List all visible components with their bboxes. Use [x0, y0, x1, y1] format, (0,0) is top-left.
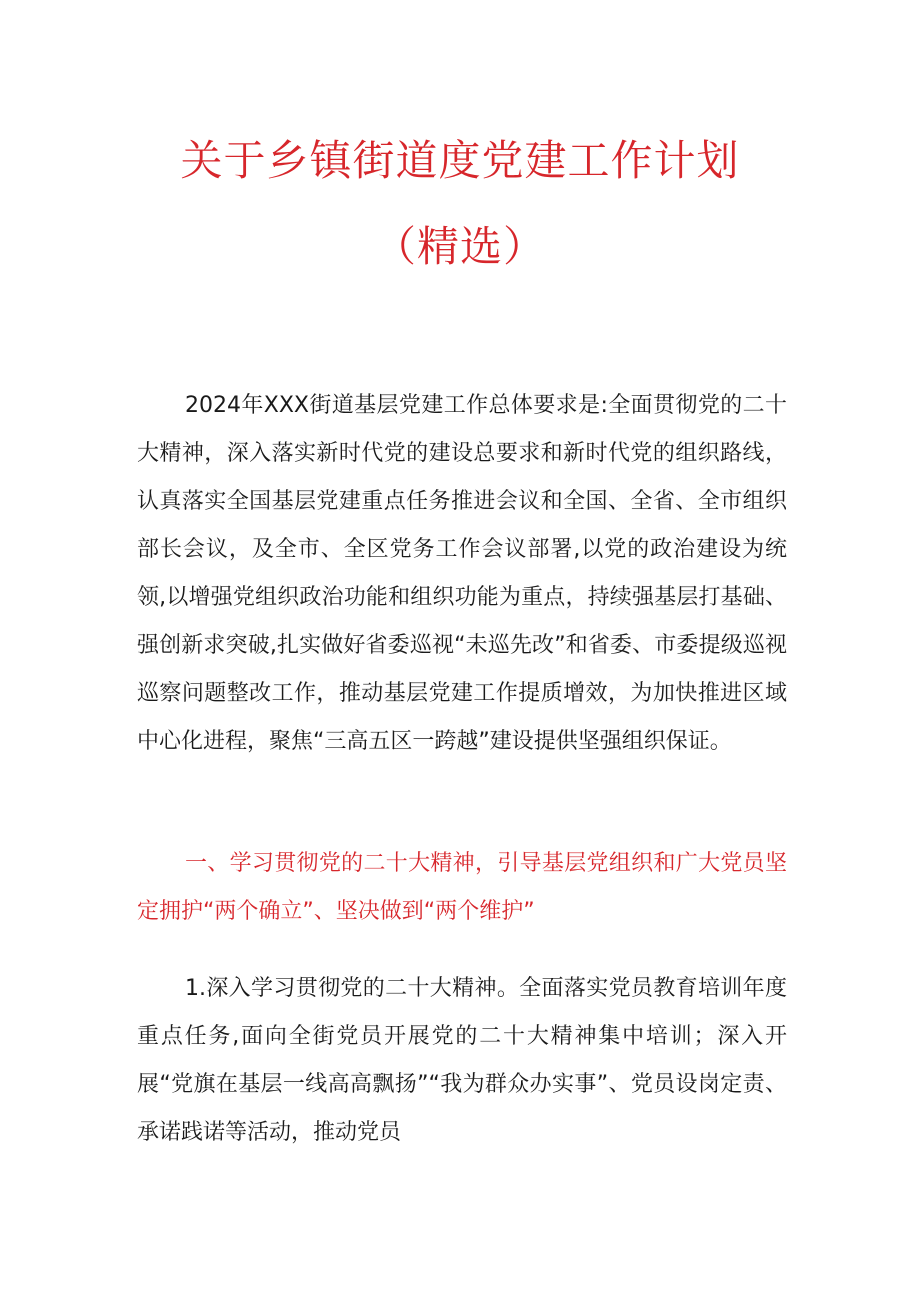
document-subtitle: （精选） [373, 222, 546, 271]
document-title: 关于乡镇街道度党建工作计划 [180, 136, 740, 185]
section-heading: 一、学习贯彻党的二十大精神，引导基层党组织和广大党员坚定拥护“两个确立”、坚决做到“两个维护” [137, 851, 787, 924]
intro-paragraph: 2024年XXX街道基层党建工作总体要求是:全面贯彻党的二十大精神，深入落实新时代党的建设总要求和新时代党的组织路线，认真落实全国基层党建重点任务推进会议和全国、全省、全市组织部长会议，及全市、全区党务工作会议部署,以党的政治建设为统领,以增强党组织政治功能和组织功能为重点，持续强基层打基础、强创新求突破,扎实做好省委巡视“未巡先改”和省委、市委提级巡视巡察问题整改工作，推动基层党建工作提质增效，为加快推进区域中心化进程，聚焦“三高五区一跨越”建设提供坚强组织保证。 [137, 393, 787, 754]
item-paragraph-1: 1.深入学习贯彻党的二十大精神。全面落实党员教育培训年度重点任务,面向全街党员开展党的二十大精神集中培训；深入开展“党旗在基层一线高高飘扬”“我为群众办实事”、党员设岗定责、承诺践诺等活动，推动党员 [137, 976, 787, 1145]
